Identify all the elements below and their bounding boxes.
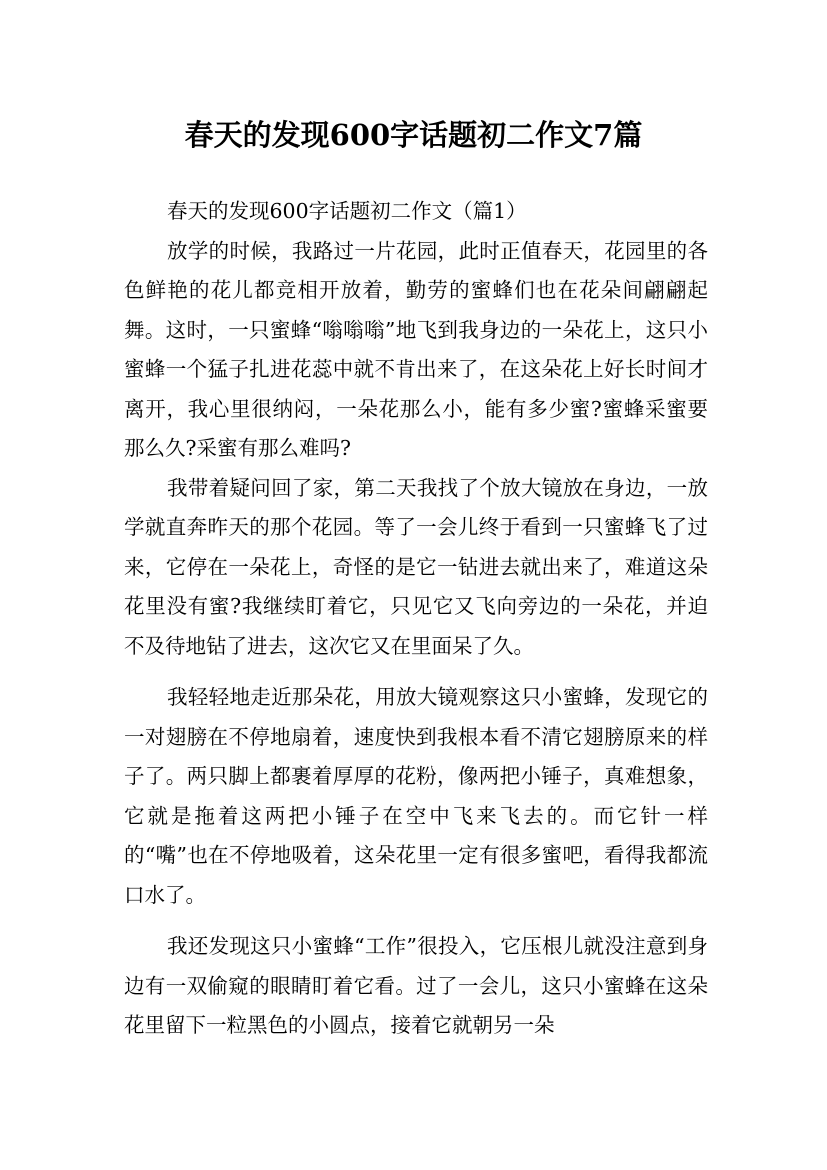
paragraph-1: 放学的时候，我路过一片花园，此时正值春天，花园里的各色鲜艳的花儿都竞相开放着，勤劳的蜜蜂们也在花朵间翩翩起舞。这时，一只蜜蜂“嗡嗡嗡”地飞到我身边的一朵花上，这只小蜜蜂一个猛子扎进花蕊中就不肯出来了，在这朵花上好长时间才离开，我心里很纳闷，一朵花那么小，能有多少蜜?蜜蜂采蜜要那么久?采蜜有那么难吗? (124, 238, 708, 460)
document-title: 春天的发现600字话题初二作文7篇 (184, 118, 643, 153)
paragraph-4: 我还发现这只小蜜蜂“工作”很投入，它压根儿就没注意到身边有一双偷窥的眼睛盯着它看。过了一会儿，这只小蜜蜂在这朵花里留下一粒黑色的小圆点，接着它就朝另一朵 (124, 934, 708, 1037)
paragraph-2: 我带着疑问回了家，第二天我找了个放大镜放在身边，一放学就直奔昨天的那个花园。等了一会儿终于看到一只蜜蜂飞了过来，它停在一朵花上，奇怪的是它一钻进去就出来了，难道这朵花里没有蜜?我继续盯着它，只见它又飞向旁边的一朵花，并迫不及待地钻了进去，这次它又在里面呆了久。 (124, 475, 708, 658)
document-body (124, 192, 708, 1046)
paragraph-3: 我轻轻地走近那朵花，用放大镜观察这只小蜜蜂，发现它的一对翅膀在不停地扇着，速度快到我根本看不清它翅膀原来的样子了。两只脚上都裹着厚厚的花粉，像两把小锤子，真难想象，它就是拖着这两把小锤子在空中飞来飞去的。而它针一样的“嘴”也在不停地吸着，这朵花里一定有很多蜜吧，看得我都流口水了。 (124, 685, 708, 907)
essay-subtitle: 春天的发现600字话题初二作文（篇1） (167, 199, 527, 223)
